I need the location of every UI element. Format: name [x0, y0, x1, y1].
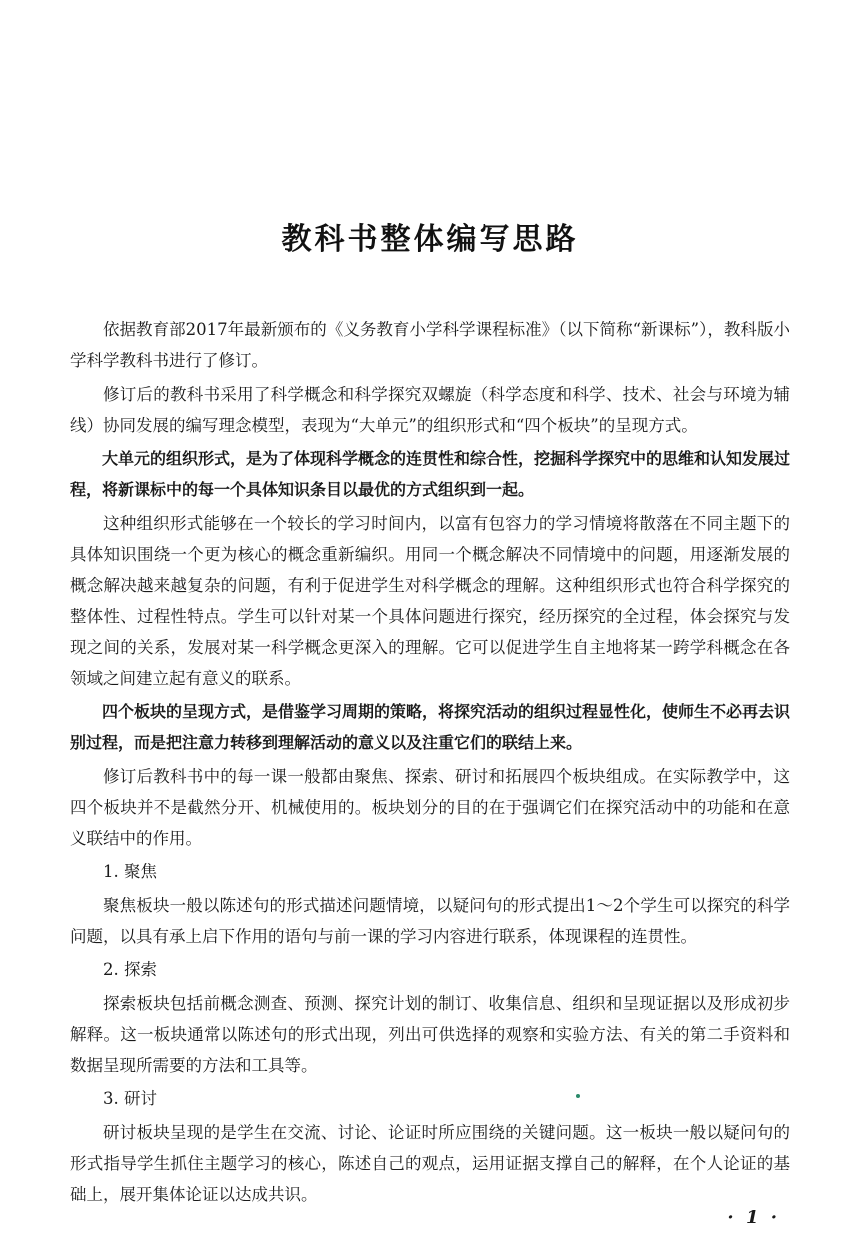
heading-focus: 1. 聚焦 — [103, 862, 157, 881]
heading-explore: 2. 探索 — [103, 960, 157, 979]
page-title: 教科书整体编写思路 — [281, 222, 579, 257]
paragraph-revision: 修订后的教科书采用了科学概念和科学探究双螺旋（科学态度和科学、技术、社会与环境为辅线）协同发展的编写理念模型，表现为“大单元”的组织形式和“四个板块”的呈现方式。 — [70, 384, 790, 435]
paragraph-explore: 探索板块包括前概念测查、预测、探究计划的制订、收集信息、组织和呈现证据以及形成初步解释。这一板块通常以陈述句的形式出现，列出可供选择的观察和实验方法、有关的第二手资料和数据呈现所需要的方法和工具等。 — [70, 993, 790, 1075]
body-text — [70, 314, 790, 1212]
paragraph-intro: 依据教育部2017年最新颁布的《义务教育小学科学课程标准》（以下简称“新课标”），教科版小学科学教科书进行了修订。 — [70, 320, 790, 370]
paragraph-lesson-structure: 修订后教科书中的每一课一般都由聚焦、探索、研讨和拓展四个板块组成。在实际教学中，这四个板块并不是截然分开、机械使用的。板块划分的目的在于强调它们在探究活动中的功能和在意义联结中的作用。 — [70, 766, 790, 848]
ink-speck — [576, 1094, 580, 1098]
paragraph-four-blocks: 四个板块的呈现方式，是借鉴学习周期的策略，将探究活动的组织过程显性化，使师生不必再去识别过程，而是把注意力转移到理解活动的意义以及注重它们的联结上来。 — [70, 702, 791, 752]
paragraph-big-unit: 大单元的组织形式，是为了体现科学概念的连贯性和综合性，挖掘科学探究中的思维和认知发展过程，将新课标中的每一个具体知识条目以最优的方式组织到一起。 — [70, 449, 791, 499]
paragraph-focus: 聚焦板块一般以陈述句的形式描述问题情境，以疑问句的形式提出1～2个学生可以探究的科学问题，以具有承上启下作用的语句与前一课的学习内容进行联系，体现课程的连贯性。 — [70, 895, 790, 946]
paragraph-organization: 这种组织形式能够在一个较长的学习时间内，以富有包容力的学习情境将散落在不同主题下的具体知识围绕一个更为核心的概念重新编织。用同一个概念解决不同情境中的问题，用逐渐发展的概念解决越来越复杂的问题，有利于促进学生对科学概念的理解。这种组织形式也符合科学探究的整体性、过程性特点。学生可以针对某一个具体问题进行探究，经历探究的全过程，体会探究与发现之间的关系，发展对某一科学概念更深入的理解。它可以促进学生自主地将某一跨学科概念在各领域之间建立起有意义的联系。 — [70, 513, 790, 688]
heading-discuss: 3. 研讨 — [103, 1089, 157, 1108]
page-number: · 1 · — [727, 1207, 780, 1228]
paragraph-discuss: 研讨板块呈现的是学生在交流、讨论、论证时所应围绕的关键问题。这一板块一般以疑问句的形式指导学生抓住主题学习的核心，陈述自己的观点，运用证据支撑自己的解释，在个人论证的基础上，展开集体论证以达成共识。 — [70, 1122, 790, 1204]
